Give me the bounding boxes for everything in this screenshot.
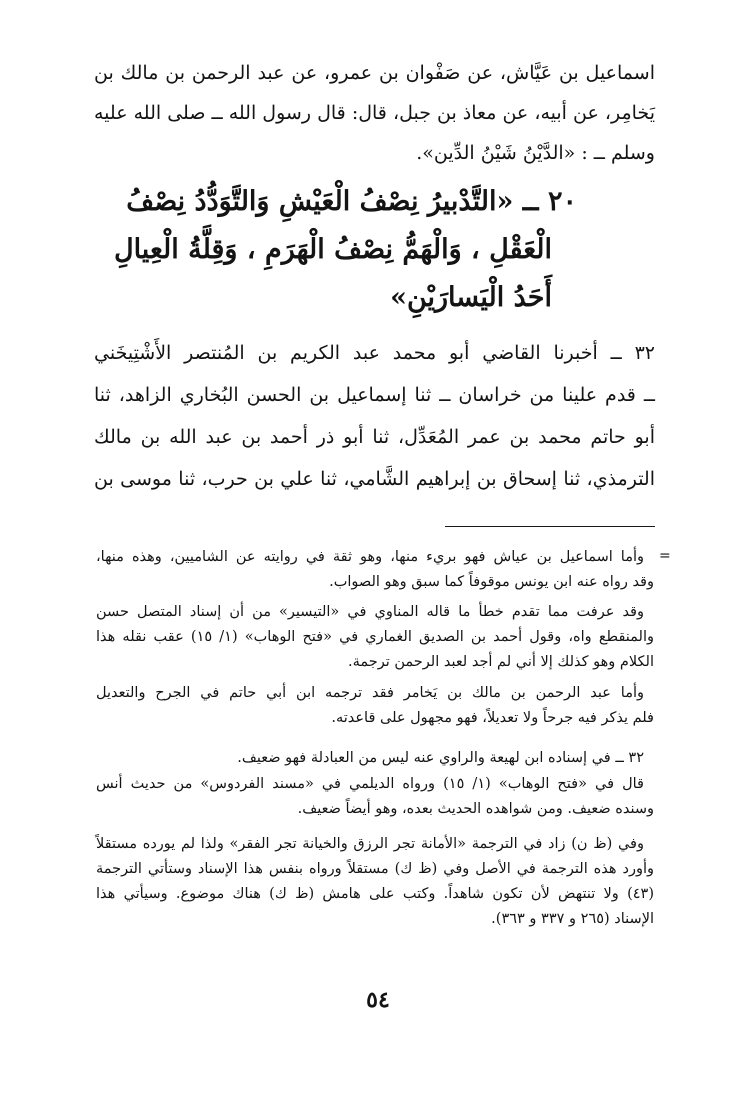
footnote-line: فلم يذكر فيه جرحاً ولا تعديلاً، فهو مجهول على قاعدته. [331,710,654,726]
footnote-line: وقد رواه عنه ابن يونس موقوفاً كما سبق وهو الصواب. [329,574,654,590]
main-text-line: اسماعيل بن عَيَّاش، عن صَفْوان بن عمرو، عن عبد الرحمن بن مالك بن [94,62,655,84]
footnote-line: قال في «فتح الوهاب» (١/ ١٥) ورواه الديلمي في «مسند الفردوس» من حديث أنس [96,776,644,792]
footnote-line: وسنده ضعيف. ومن شواهده الحديث بعده، وهو أيضاً ضعيف. [297,801,654,817]
footnote-line: الكلام وهو كذلك إلا أني لم أجد لعبد الرحمن ترجمة. [348,654,654,670]
footnote-line: ٣٢ ــ في إسناده ابن لهيعة والراوي عنه ليس من العبادلة فهو ضعيف. [237,750,644,766]
footnote-line: وأما عبد الرحمن بن مالك بن يَخامر فقد ترجمه ابن أبي حاتم في الجرح والتعديل [96,685,644,701]
isnad-text-line: أبو حاتم محمد بن عمر المُعَدِّل، ثنا أبو ذر أحمد بن عبد الله بن مالك [94,426,655,448]
isnad-text-line: ــ قدم علينا من خراسان ــ ثنا إسماعيل بن الحسن البُخاري الزاهد، ثنا [94,384,655,406]
footnote-line: وقد عرفت مما تقدم خطأ ما قاله المناوي في «التيسير» من أن إسناد المتصل حسن [96,604,644,620]
footnote-line: والمنقطع واه، وقول أحمد بن الصديق الغماري في «فتح الوهاب» (١/ ١٥) عقب نقله هذا [96,629,654,645]
footnote-line: الإسناد (٢٦٥ و ٣٣٧ و ٣٦٣). [491,911,654,927]
hadith-text-line: ٢٠ ــ «التَّدْبيرُ نِصْفُ الْعَيْشِ وَالتَّوَدُّدُ نِصْفُ [126,186,577,217]
hadith-text-line: الْعَقْلِ ، وَالْهَمُّ نِصْفُ الْهَرَمِ ، وَقِلَّةُ الْعِيالِ [113,234,552,265]
footnote-line: وفي (ظ ن) زاد في الترجمة «الأمانة تجر الرزق والخيانة تجر الفقر» ولذا لم يورده مستقلاً [96,836,644,852]
main-text-line: وسلم ــ : «الدَّيْنُ شَيْنُ الدِّين». [416,142,655,164]
hadith-text-line: أَحَدُ الْيَسارَيْنِ» [390,282,552,313]
footnote-line: وأورد هذه الترجمة في الأصل وفي (ظ ك) مستقلاً ورواه بنفس هذا الإسناد وستأتي الترجمة [96,861,654,877]
footnote-line: وأما اسماعيل بن عياش فهو بريء منها، وهو ثقة في روايته عن الشاميين، وهذه منها، [96,549,644,565]
footnote-continuation-mark: = [659,548,671,564]
footnote-separator [445,526,655,527]
isnad-text-line: ٣٢ ــ أخبرنا القاضي أبو محمد عبد الكريم بن المُنتصر الأَشْتِيخَني [94,342,655,364]
page-number: ٥٤ [366,987,390,1013]
isnad-text-line: الترمذي، ثنا إسحاق بن إبراهيم الشَّامي، ثنا علي بن حرب، ثنا موسى بن [94,468,655,490]
main-text-line: يَخامِر، عن أبيه، عن معاذ بن جبل، قال: قال رسول الله ــ صلى الله عليه [94,102,655,124]
footnote-line: (٤٣) ولا تنتهض لأن تكون شاهداً. وكتب على هامش (ظ ك) هناك موضوع. وسيأتي هذا [96,886,654,902]
